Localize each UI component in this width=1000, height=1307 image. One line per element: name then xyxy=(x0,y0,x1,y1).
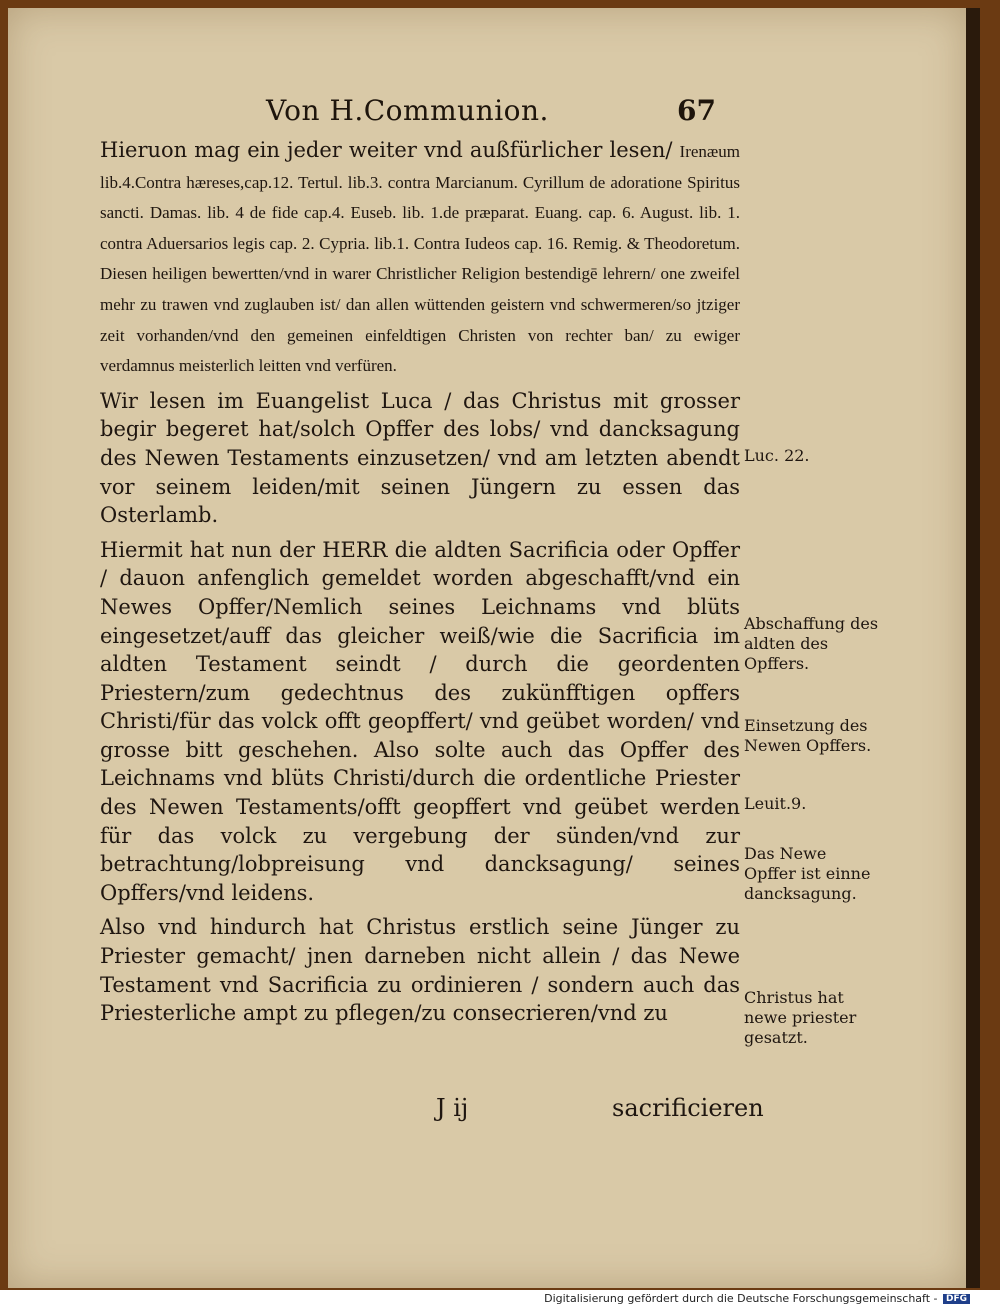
signature-mark: J ij xyxy=(436,1094,469,1122)
paragraph-1 xyxy=(100,136,740,381)
margin-note-priester: Christus hat newe priester gesatzt. xyxy=(744,988,857,1047)
paragraph-4: Also vnd hindurch hat Christus erstlich seine Jünger zu Priester gemacht/ jnen darneben nicht allein / das Newe Testament vnd Sacrificia zu ordinieren / sondern auch das Priesterliche ampt zu pflegen/zu consecrieren/vnd zu xyxy=(100,915,740,1026)
page-edge xyxy=(966,8,980,1288)
paragraph-1-references: Irenæum lib.4.Contra hæreses,cap.12. Tertul. lib.3. contra Marcianum. Cyrillum de adoratione Spiritus sancti. Damas. lib. 4 de fide cap.4. Euseb. lib. 1.de præparat. Euang. cap. 6. August. lib. 1. contra Aduersarios legis cap. 2. Cypria. lib.1. Contra Iudeos cap. 16. Remig. & Theodoretum. Diesen heiligen bewertten/vnd in warer Christlicher Religion bestendigē lehrern/ one zweifel mehr zu trawen vnd zuglauben ist/ dan allen wüttenden geistern vnd schwermeren/so jtziger zeit vorhanden/vnd den gemeinen einfeldtigen Christen von rechter ban/ zu ewiger verdamnus meisterlich leitten vnd verfüren. xyxy=(100,142,740,376)
book-page xyxy=(8,8,966,1288)
catchword: sacrificieren xyxy=(612,1094,764,1122)
paragraph-1-text: Hieruon mag ein jeder weiter vnd außfürlicher lesen/ xyxy=(100,138,673,162)
margin-note-abschaffung: Abschaffung des aldten des Opffers. xyxy=(744,614,879,673)
margin-note-dancksagung: Das Newe Opffer ist einne dancksagung. xyxy=(744,844,871,903)
page-footer xyxy=(8,1094,1000,1128)
page-number: 67 xyxy=(677,94,716,127)
digitization-bar xyxy=(0,1290,1000,1307)
main-text xyxy=(100,136,740,1034)
paragraph-3: Hiermit hat nun der HERR die aldten Sacrificia oder Opffer / dauon anfenglich gemeldet worden abgeschafft/vnd ein Newes Opffer/Nemlich seines Leichnams vnd blüts eingesetzet/auff das gleicher weiß/wie die Sacrificia im aldten Testament seindt / durch die geordenten Priestern/zum gedechtnus des zukünfftigen opffers Christi/für das volck offt geopffert/ vnd geübet worden/ vnd grosse bitt geschehen. Also solte auch das Opffer des Leichnams vnd blüts Christi/durch die ordentliche Priester des Newen Testaments/offt geopffert vnd geübet werden für das volck zu vergebung der sünden/vnd zur betrachtung/lobpreisung vnd dancksagung/ seines Opffers/vnd leidens. xyxy=(100,537,740,905)
funding-credit xyxy=(544,1292,970,1305)
dfg-logo: DFG xyxy=(943,1294,970,1304)
funding-credit-text: Digitalisierung gefördert durch die Deutsche Forschungsgemeinschaft - xyxy=(544,1292,938,1305)
margin-note-luc: Luc. 22. xyxy=(744,446,810,465)
margin-note-einsetzung: Einsetzung des Newen Opffers. xyxy=(744,716,872,755)
page-header xyxy=(266,94,716,134)
margin-note-leuit: Leuit.9. xyxy=(744,794,807,813)
running-head: Von H.Communion. xyxy=(266,94,549,127)
paragraph-2: Wir lesen im Euangelist Luca / das Christus mit grosser begir begeret hat/solch Opffer des lobs/ vnd dancksagung des Newen Testaments einzusetzen/ vnd am letzten abendt vor seinem leiden/mit seinen Jüngern zu essen das Osterlamb. xyxy=(100,388,740,528)
